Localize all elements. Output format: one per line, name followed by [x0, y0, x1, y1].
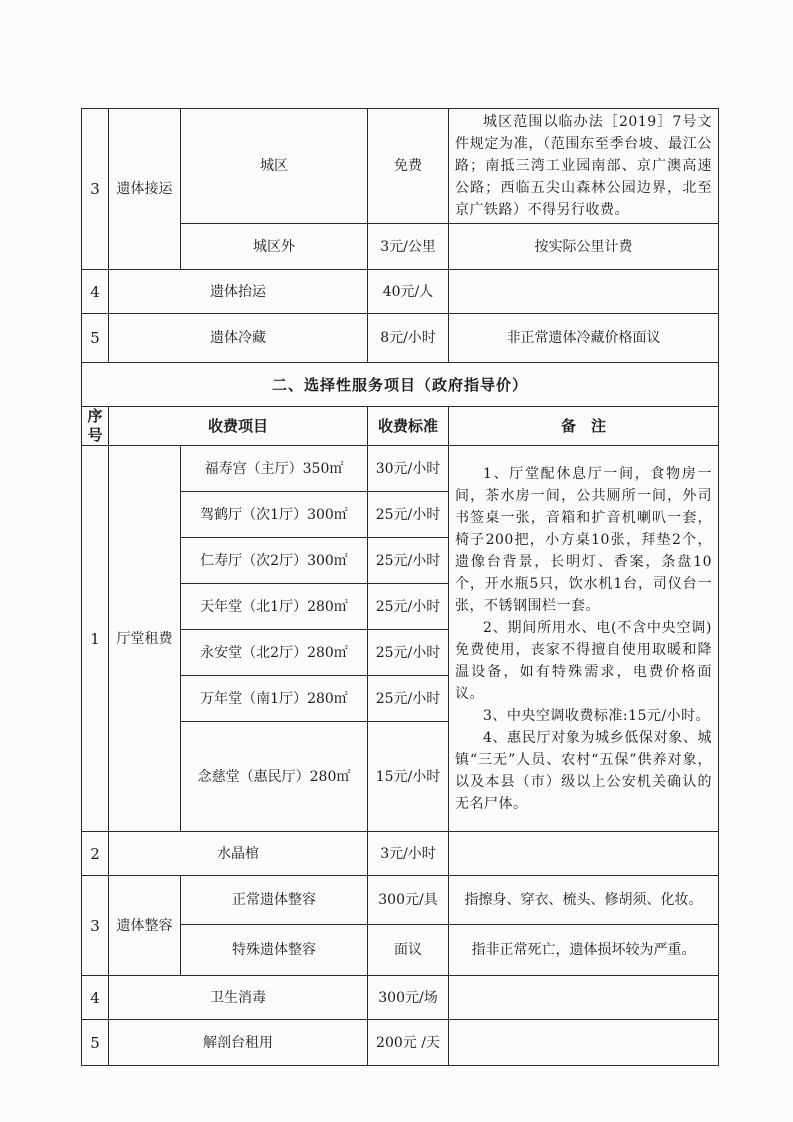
item-cell: 遗体接运	[109, 109, 181, 270]
hall-name-cell: 永安堂（北2厅）280㎡	[181, 630, 368, 676]
price-cell: 3元/小时	[368, 832, 449, 876]
header-note: 备 注	[449, 407, 719, 446]
seq-cell: 3	[82, 876, 109, 976]
note-cell	[449, 976, 719, 1020]
item-cell: 遗体整容	[109, 876, 181, 976]
sub-item-cell: 城区外	[181, 224, 368, 270]
fee-table	[81, 108, 719, 1066]
note-cell: 指非正常死亡，遗体损坏较为严重。	[449, 925, 719, 976]
seq-cell: 1	[82, 446, 109, 832]
price-cell: 25元/小时	[368, 538, 449, 584]
price-cell: 面议	[368, 925, 449, 976]
hall-note-2: 2、期间所用水、电(不含中央空调)免费使用，丧家不得擅自使用取暖和降温设备，如有特殊需求，电费价格面议。	[455, 619, 712, 702]
header-item: 收费项目	[109, 407, 368, 446]
note-cell	[449, 1020, 719, 1066]
note-cell: 按实际公里计费	[449, 224, 719, 270]
hall-name-cell: 福寿宫（主厅）350㎡	[181, 446, 368, 492]
sub-item-cell: 城区	[181, 109, 368, 224]
hall-notes-cell	[449, 446, 719, 832]
table-row	[82, 1020, 719, 1066]
table-row	[82, 446, 719, 492]
hall-note-1: 1、厅堂配休息厅一间，食物房一间，茶水房一间，公共厕所一间，外司书签桌一张，音箱和扩音机喇叭一套，椅子200把，小方桌10张，拜垫2个，遗像台背景，长明灯、香案，条盘10个，开水瓶5只，饮水机1台，司仪台一张，不锈钢围栏一套。	[455, 465, 712, 614]
header-seq: 序号	[82, 407, 109, 446]
seq-cell: 5	[82, 314, 109, 363]
seq-cell: 5	[82, 1020, 109, 1066]
hall-note-3: 3、中央空调收费标准:15元/小时。	[483, 707, 711, 724]
note-cell	[449, 270, 719, 314]
price-cell: 8元/小时	[368, 314, 449, 363]
price-cell: 免费	[368, 109, 449, 224]
table-row	[82, 314, 719, 363]
hall-name-cell: 天年堂（北1厅）280㎡	[181, 584, 368, 630]
note-cell	[449, 109, 719, 224]
item-cell: 遗体冷藏	[109, 314, 368, 363]
price-cell: 200元 /天	[368, 1020, 449, 1066]
hall-note-4: 4、惠民厅对象为城乡低保对象、城镇“三无”人员、农村“五保”供养对象，以及本县（市）级以上公安机关确认的无名尸体。	[455, 729, 712, 812]
note-cell: 指擦身、穿衣、梳头、修胡须、化妆。	[449, 876, 719, 925]
table-row	[82, 876, 719, 925]
table-row	[82, 270, 719, 314]
price-cell: 40元/人	[368, 270, 449, 314]
item-cell: 遗体抬运	[109, 270, 368, 314]
seq-cell: 4	[82, 270, 109, 314]
note-text: 城区范围以临办法［2019］7号文件规定为准，（范围东至季台坡、最江公路；南抵三湾工业园南部、京广澳高速公路；西临五尖山森林公园边界，北至京广铁路）不得另行收费。	[455, 114, 712, 218]
price-cell: 25元/小时	[368, 584, 449, 630]
item-cell: 解剖台租用	[109, 1020, 368, 1066]
seq-cell: 2	[82, 832, 109, 876]
section-row	[82, 363, 719, 407]
seq-cell: 3	[82, 109, 109, 270]
item-cell: 卫生消毒	[109, 976, 368, 1020]
hall-name-cell: 念慈堂（惠民厅）280㎡	[181, 722, 368, 832]
price-cell: 30元/小时	[368, 446, 449, 492]
table-row	[82, 832, 719, 876]
header-price: 收费标准	[368, 407, 449, 446]
sub-item-cell: 特殊遗体整容	[181, 925, 368, 976]
hall-name-cell: 驾鹤厅（次1厅）300㎡	[181, 492, 368, 538]
price-cell: 15元/小时	[368, 722, 449, 832]
seq-cell: 4	[82, 976, 109, 1020]
header-row	[82, 407, 719, 446]
hall-name-cell: 仁寿厅（次2厅）300㎡	[181, 538, 368, 584]
price-cell: 300元/场	[368, 976, 449, 1020]
note-cell: 非正常遗体冷藏价格面议	[449, 314, 719, 363]
hall-name-cell: 万年堂（南1厅）280㎡	[181, 676, 368, 722]
section-title: 二、选择性服务项目（政府指导价）	[82, 363, 719, 407]
item-cell: 厅堂租费	[109, 446, 181, 832]
sub-item-cell: 正常遗体整容	[181, 876, 368, 925]
price-cell: 25元/小时	[368, 676, 449, 722]
price-cell: 25元/小时	[368, 492, 449, 538]
price-cell: 300元/具	[368, 876, 449, 925]
price-cell: 3元/公里	[368, 224, 449, 270]
table-row	[82, 976, 719, 1020]
price-cell: 25元/小时	[368, 630, 449, 676]
table-row	[82, 109, 719, 224]
item-cell: 水晶棺	[109, 832, 368, 876]
note-cell	[449, 832, 719, 876]
